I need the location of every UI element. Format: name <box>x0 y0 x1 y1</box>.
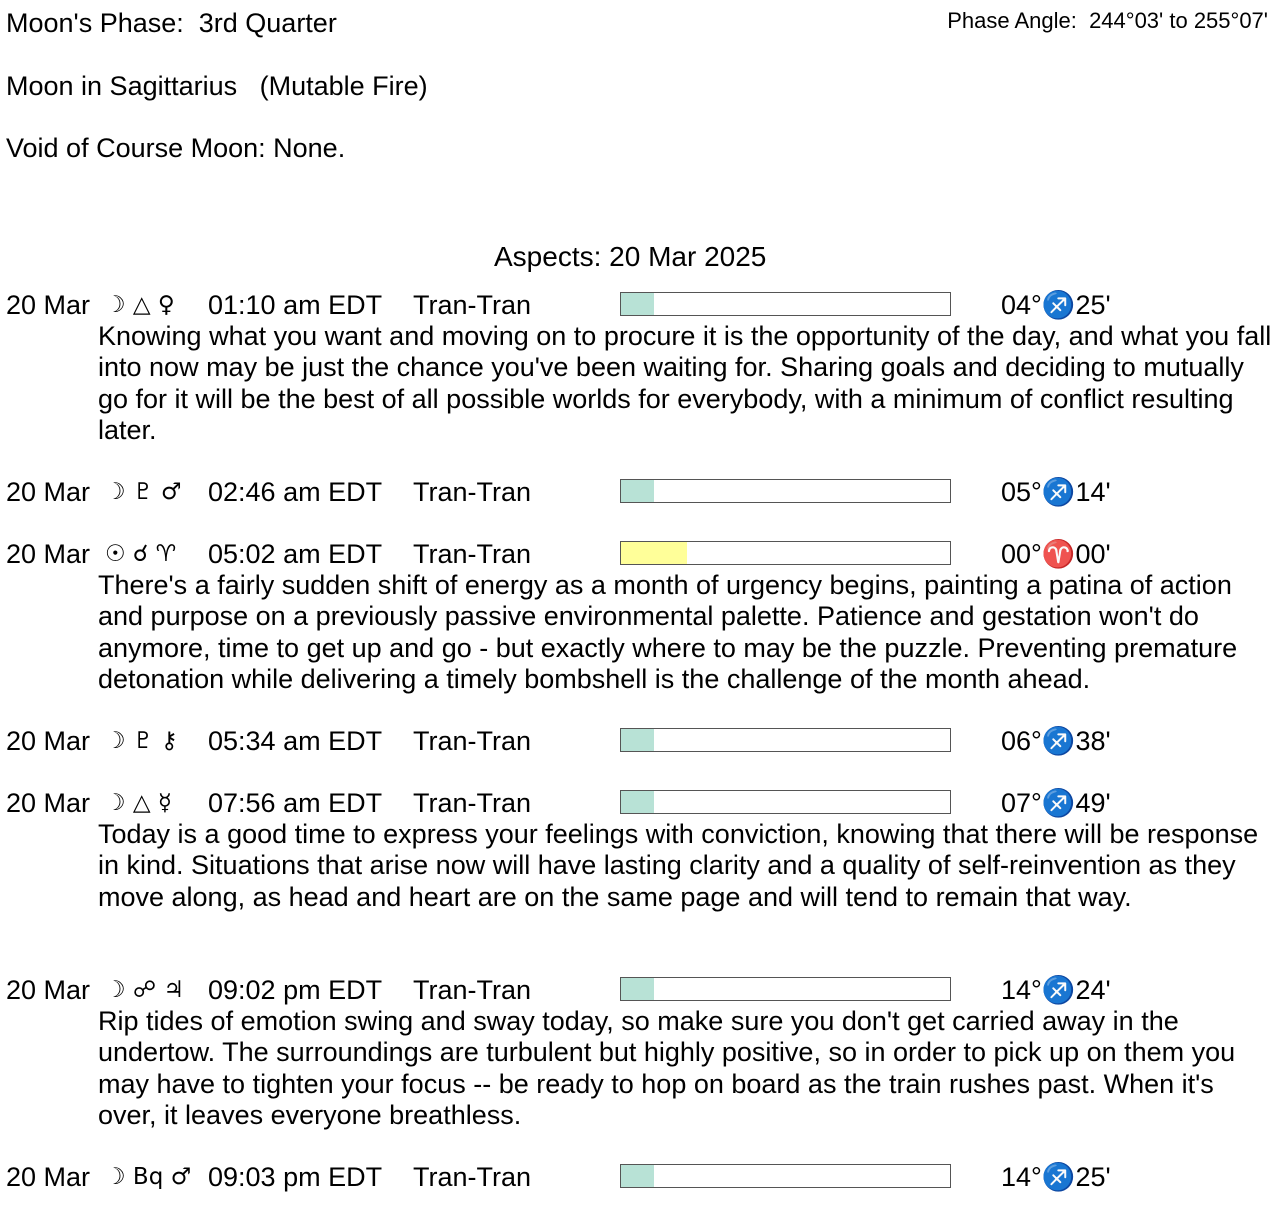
aspect-glyphs: ☽ ♇ ⚷ <box>105 728 178 754</box>
aspect-position: 04°♐25' <box>1001 290 1111 320</box>
aspect-date: 20 Mar <box>6 539 91 569</box>
aspect-kind: Tran-Tran <box>413 290 532 320</box>
aspect-date: 20 Mar <box>6 788 91 818</box>
strength-bar-fill <box>621 1165 654 1187</box>
aspect-position: 14°♐25' <box>1001 1162 1111 1192</box>
aspect-time: 02:46 am EDT <box>208 477 383 507</box>
aspect-time: 05:02 am EDT <box>208 539 383 569</box>
aspect-description: Rip tides of emotion swing and sway today, so make sure you don't get carried away in the undertow. The surroundings are turbulent but highly positive, so in order to pick up on them you may have to tighten your focus -- be ready to hop on board as the train rushes past. When it's over, it leaves everyone breathless. <box>98 1006 1236 1130</box>
phase-angle: Phase Angle: 244°03' to 255°07' <box>947 8 1268 33</box>
strength-bar-fill <box>621 480 654 502</box>
aspect-time: 09:02 pm EDT <box>208 975 383 1005</box>
strength-bar <box>620 1164 951 1188</box>
aspect-row <box>0 537 1282 571</box>
aspect-row <box>0 1160 1282 1194</box>
strength-bar-fill <box>621 978 654 1000</box>
aspect-date: 20 Mar <box>6 477 91 507</box>
moon-phase: Moon's Phase: 3rd Quarter <box>6 8 337 38</box>
aspect-kind: Tran-Tran <box>413 539 532 569</box>
strength-bar <box>620 479 951 503</box>
aspect-row <box>0 786 1282 820</box>
aspect-kind: Tran-Tran <box>413 477 532 507</box>
aspect-glyphs: ☽ △ ♀ <box>105 292 175 318</box>
aspect-position: 05°♐14' <box>1001 477 1111 507</box>
strength-bar-fill <box>621 729 654 751</box>
aspect-glyphs: ☽ △ ☿ <box>105 790 173 816</box>
strength-bar-fill <box>621 791 654 813</box>
aspect-row <box>0 724 1282 758</box>
aspect-kind: Tran-Tran <box>413 726 532 756</box>
aspect-time: 01:10 am EDT <box>208 290 383 320</box>
void-of-course: Void of Course Moon: None. <box>6 133 346 163</box>
strength-bar <box>620 977 951 1001</box>
aspect-glyphs: ☽ Bq ♂ <box>105 1164 192 1190</box>
aspect-date: 20 Mar <box>6 1162 91 1192</box>
aspect-date: 20 Mar <box>6 726 91 756</box>
aspect-kind: Tran-Tran <box>413 788 532 818</box>
aspect-glyphs: ☉ ☌ ♈ <box>105 541 177 567</box>
aspect-position: 07°♐49' <box>1001 788 1111 818</box>
aspect-time: 05:34 am EDT <box>208 726 383 756</box>
aspect-date: 20 Mar <box>6 290 91 320</box>
aspect-row <box>0 973 1282 1007</box>
aspects-title: Aspects: 20 Mar 2025 <box>494 241 767 272</box>
aspect-time: 07:56 am EDT <box>208 788 383 818</box>
aspect-position: 14°♐24' <box>1001 975 1111 1005</box>
strength-bar <box>620 541 951 565</box>
aspect-time: 09:03 pm EDT <box>208 1162 383 1192</box>
aspect-position: 00°♈00' <box>1001 539 1111 569</box>
aspect-glyphs: ☽ ☍ ♃ <box>105 977 185 1003</box>
moon-sign: Moon in Sagittarius (Mutable Fire) <box>6 71 428 101</box>
aspect-row <box>0 288 1282 322</box>
aspect-kind: Tran-Tran <box>413 975 532 1005</box>
aspect-description: Knowing what you want and moving on to procure it is the opportunity of the day, and what you fall into now may be just the chance you've been waiting for. Sharing goals and deciding to mutually go for it will be the best of all possible worlds for everybody, with a minimum of conflict resulting later. <box>98 321 1272 445</box>
strength-bar <box>620 728 951 752</box>
aspect-description: There's a fairly sudden shift of energy as a month of urgency begins, painting a patina of action and purpose on a previously passive environmental palette. Patience and gestation won't do anymore, time to get up and go - but exactly where to may be the puzzle. Preventing premature detonation while delivering a timely bombshell is the challenge of the month ahead. <box>98 570 1238 694</box>
strength-bar <box>620 292 951 316</box>
aspect-date: 20 Mar <box>6 975 91 1005</box>
aspect-position: 06°♐38' <box>1001 726 1111 756</box>
strength-bar-fill <box>621 293 654 315</box>
aspect-description: Today is a good time to express your feelings with conviction, knowing that there will be response in kind. Situations that arise now will have lasting clarity and a quality of self-reinvention as they move along, as head and heart are on the same page and will tend to remain that way. <box>98 819 1259 912</box>
strength-bar <box>620 790 951 814</box>
strength-bar-fill <box>621 542 687 564</box>
aspect-row <box>0 475 1282 509</box>
aspect-kind: Tran-Tran <box>413 1162 532 1192</box>
aspect-glyphs: ☽ ♇ ♂ <box>105 479 182 505</box>
